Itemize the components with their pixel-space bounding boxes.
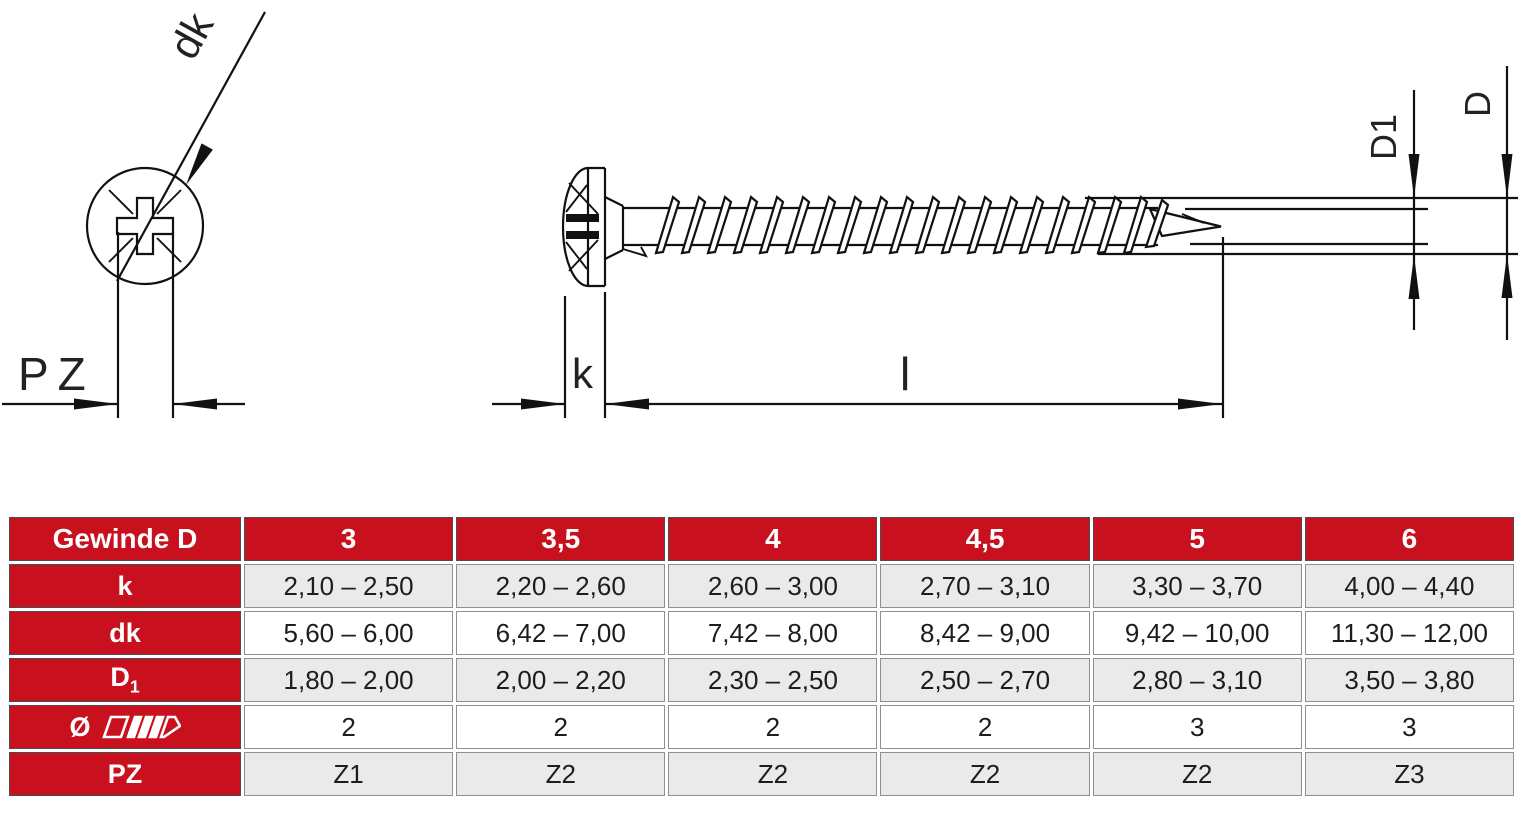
cell: 2 [244, 705, 453, 749]
cell: 3,50 – 3,80 [1305, 658, 1514, 702]
cell: Z2 [668, 752, 877, 796]
table-row-drill-diameter [9, 705, 1514, 749]
cell: 2,30 – 2,50 [668, 658, 877, 702]
screw-side-view [492, 66, 1518, 418]
cell: 3 [1093, 705, 1302, 749]
pan-head [563, 168, 605, 286]
cell: Z1 [244, 752, 453, 796]
header-size: 3,5 [456, 517, 665, 561]
k-dimension [492, 292, 605, 418]
row-label-pz: PZ [9, 752, 241, 796]
cell: 9,42 – 10,00 [1093, 611, 1302, 655]
cell: 2 [880, 705, 1089, 749]
d-dimension-label: D [1457, 91, 1498, 117]
cell: Z2 [456, 752, 665, 796]
cell: 2,80 – 3,10 [1093, 658, 1302, 702]
header-size: 4 [668, 517, 877, 561]
l-dimension [605, 237, 1223, 418]
cell: 3,30 – 3,70 [1093, 564, 1302, 608]
cell: 8,42 – 9,00 [880, 611, 1089, 655]
cell: Z2 [880, 752, 1089, 796]
cell: 2 [668, 705, 877, 749]
header-gewinde-d: Gewinde D [9, 517, 241, 561]
table-row-pz [9, 752, 1514, 796]
cell: 4,00 – 4,40 [1305, 564, 1514, 608]
cell: 2,10 – 2,50 [244, 564, 453, 608]
cell: 7,42 – 8,00 [668, 611, 877, 655]
table-row-d1 [9, 658, 1514, 702]
dk-dimension [117, 4, 265, 281]
header-size: 6 [1305, 517, 1514, 561]
cell: 3 [1305, 705, 1514, 749]
k-dimension-label: k [572, 350, 593, 397]
table-row-dk [9, 611, 1514, 655]
cell: 2,20 – 2,60 [456, 564, 665, 608]
header-size: 5 [1093, 517, 1302, 561]
row-label-drill-diameter: Ø [9, 705, 241, 749]
row-label-d1: $D_1$ [9, 658, 241, 702]
d-dimension [1457, 66, 1513, 340]
table-row-k [9, 564, 1514, 608]
pz-dimension-label: PZ [18, 348, 95, 400]
cell: 2,70 – 3,10 [880, 564, 1089, 608]
pz-dimension [2, 232, 245, 418]
table-header-row [9, 517, 1514, 561]
cell: 5,60 – 6,00 [244, 611, 453, 655]
header-size: 4,5 [880, 517, 1089, 561]
header-size: 3 [244, 517, 453, 561]
pozidriv-cross [109, 190, 181, 262]
drill-bit-icon [101, 714, 181, 740]
cell: Z2 [1093, 752, 1302, 796]
row-label-k: k [9, 564, 241, 608]
cell: 2,60 – 3,00 [668, 564, 877, 608]
dk-dimension-label: dk [159, 4, 223, 67]
row-label-dk: dk [9, 611, 241, 655]
head-top-view [2, 4, 265, 418]
cell: 1,80 – 2,00 [244, 658, 453, 702]
head-neck [605, 197, 646, 259]
dimensions-table [6, 514, 1517, 799]
cell: 6,42 – 7,00 [456, 611, 665, 655]
cell: Z3 [1305, 752, 1514, 796]
d1-dimension-label: D1 [1363, 113, 1404, 160]
cell: 2 [456, 705, 665, 749]
cell: 2,00 – 2,20 [456, 658, 665, 702]
cell: 2,50 – 2,70 [880, 658, 1089, 702]
l-dimension-label: l [900, 348, 911, 400]
cell: 11,30 – 12,00 [1305, 611, 1514, 655]
